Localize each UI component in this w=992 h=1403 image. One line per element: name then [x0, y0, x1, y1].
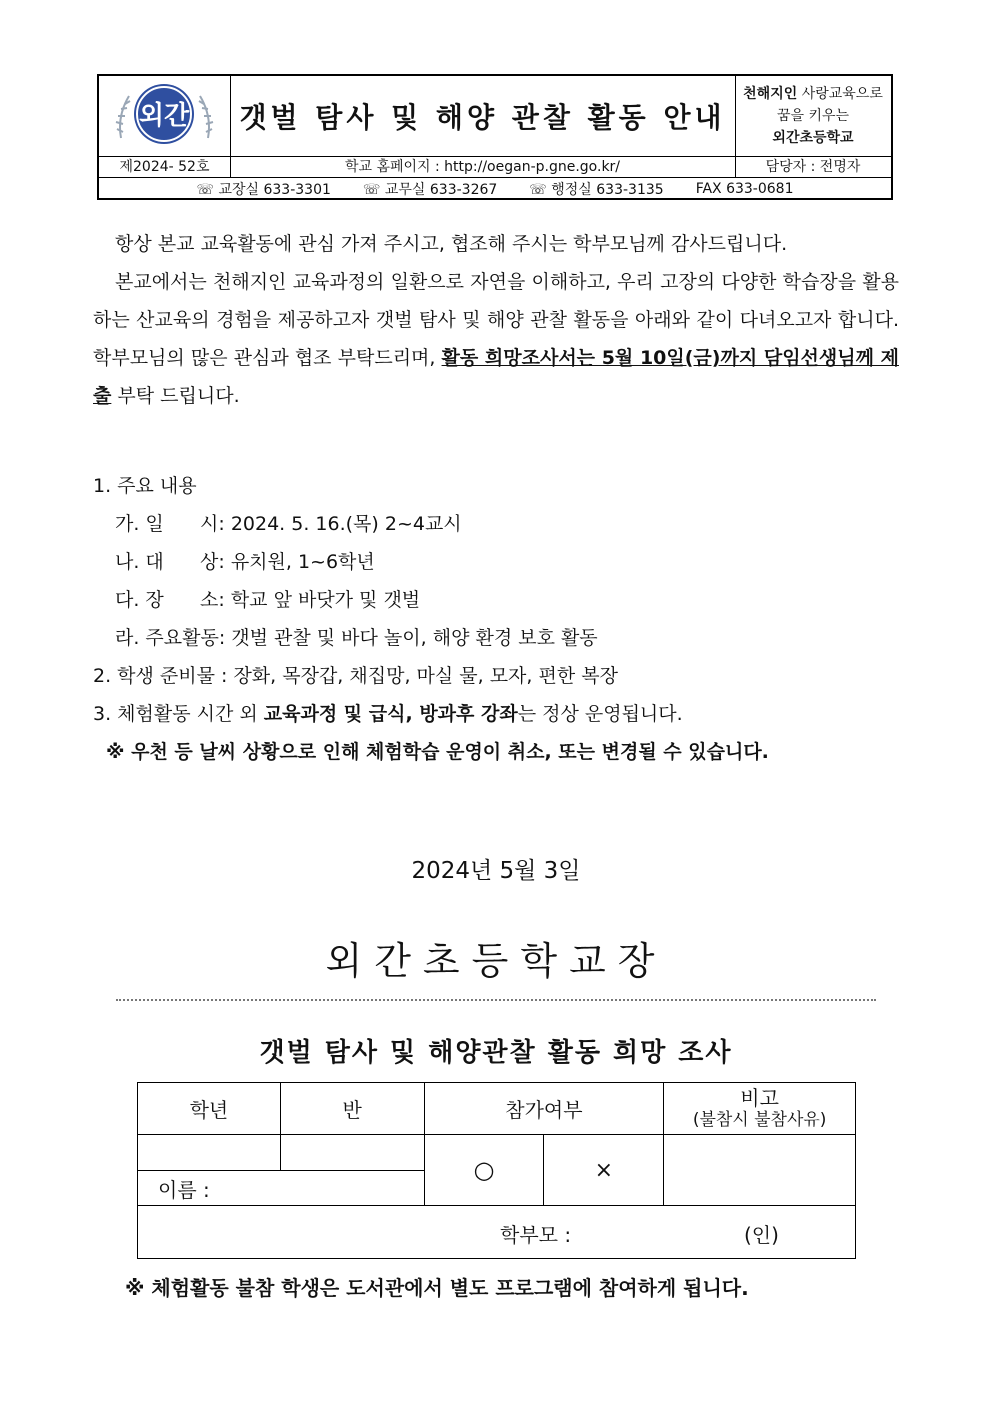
- note-label: 비고: [740, 1085, 779, 1110]
- doc-number: 제2024- 52호: [99, 157, 231, 178]
- greeting-paragraph: 항상 본교 교육활동에 관심 가져 주시고, 협조해 주시는 학부모님께 감사드립니다.: [115, 233, 788, 255]
- school-logo: [99, 76, 231, 156]
- letterhead: [97, 74, 893, 200]
- info-row: [99, 156, 891, 178]
- contact-academic: ☏ 교무실 633-3267: [362, 181, 498, 198]
- item-activities: 라. 주요활동: 갯벌 관찰 및 바다 놀이, 해양 환경 보호 활동: [115, 627, 598, 649]
- slogan-keyword: 천해지인: [743, 86, 798, 102]
- deadline-notice: 활동 희망조사서는 5월 10일(금)까지 담임선생님께 제출: [93, 347, 899, 407]
- header-class: 반: [280, 1083, 424, 1135]
- item-target: 나. 대 상: 유치원, 1~6학년: [115, 551, 375, 573]
- parent-label: 학부모 :: [500, 1223, 572, 1247]
- slogan-line1: 사랑교육으로: [797, 86, 883, 102]
- note-input-cell[interactable]: [664, 1135, 856, 1206]
- section-1-heading: 1. 주요 내용: [93, 475, 197, 497]
- header-note: [664, 1083, 856, 1135]
- weather-warning: ※ 우천 등 날씨 상황으로 인해 체험학습 운영이 취소, 또는 변경될 수 있습니다.: [106, 741, 769, 763]
- survey-form-table: [137, 1082, 856, 1259]
- intro-text: 본교에서는 천해지인 교육과정의 일환으로 자연을 이해하고, 우리 고장의 다양한 학습장을 활용하는 산교육의 경험을 제공하고자 갯벌 탐사 및 해양 관찰 활동을 아래와 같이 다녀오고자 합니다. 학부모님의 많은 관심과 협조 부탁드리며,: [93, 271, 899, 369]
- section-3-comma: ,: [405, 703, 420, 725]
- parent-signature-row[interactable]: [138, 1206, 856, 1259]
- item-place: 다. 장 소: 학교 앞 바닷가 및 갯벌: [115, 589, 421, 611]
- issue-date: 2024년 5월 3일: [411, 858, 581, 884]
- svg-text:외간: 외간: [138, 101, 190, 131]
- contact-row: [99, 177, 891, 199]
- contact-fax: FAX 633-0681: [695, 180, 794, 197]
- contact-principal: ☏ 교장실 633-3301: [196, 181, 331, 198]
- section-3-pre: 3. 체험활동 시간 외: [93, 703, 264, 725]
- principal-signature: 외간초등학교장: [325, 939, 667, 983]
- class-input-cell[interactable]: [280, 1135, 424, 1171]
- intro-paragraph: [93, 263, 899, 415]
- school-emblem-icon: [99, 76, 230, 156]
- document-title: 갯벌 탐사 및 해양 관찰 활동 안내: [230, 76, 736, 156]
- attend-yes-cell[interactable]: ○: [424, 1135, 544, 1206]
- grade-input-cell[interactable]: [138, 1135, 281, 1171]
- slogan-line2: 꿈을 키우는: [776, 108, 850, 124]
- homepage-url[interactable]: 학교 홈페이지 : http://oegan-p.gne.go.kr/: [230, 157, 736, 178]
- attend-no-cell[interactable]: ×: [544, 1135, 664, 1206]
- person-in-charge: 담당자 : 전명자: [765, 159, 861, 175]
- header-grade: 학년: [138, 1083, 281, 1135]
- item-date: 가. 일 시: 2024. 5. 16.(목) 2~4교시: [115, 513, 462, 535]
- survey-title: 갯벌 탐사 및 해양관찰 활동 희망 조사: [259, 1038, 733, 1068]
- cut-line-divider: [116, 999, 876, 1001]
- name-input-cell[interactable]: [138, 1171, 425, 1206]
- section-3-post: 는 정상 운영됩니다.: [517, 703, 683, 725]
- school-slogan: [735, 76, 891, 156]
- school-name: 외간초등학교: [772, 130, 854, 146]
- name-label: 이름 :: [158, 1177, 210, 1202]
- header-attendance: 참가여부: [424, 1083, 664, 1135]
- note-sublabel: (불참시 불참사유): [692, 1109, 827, 1130]
- intro-end: 부탁 드립니다.: [111, 385, 240, 407]
- section-3-curriculum: 교육과정 및 급식: [263, 703, 406, 725]
- seal-label: (인): [744, 1223, 779, 1247]
- absence-note: ※ 체험활동 불참 학생은 도서관에서 별도 프로그램에 참여하게 됩니다.: [125, 1276, 749, 1300]
- section-3-schedule: [93, 695, 683, 733]
- section-2-supplies: 2. 학생 준비물 : 장화, 목장갑, 채집망, 마실 물, 모자, 편한 복장: [93, 665, 618, 687]
- section-3-afterschool: 방과후 강좌: [419, 703, 518, 725]
- contact-admin: ☏ 행정실 633-3135: [529, 181, 664, 198]
